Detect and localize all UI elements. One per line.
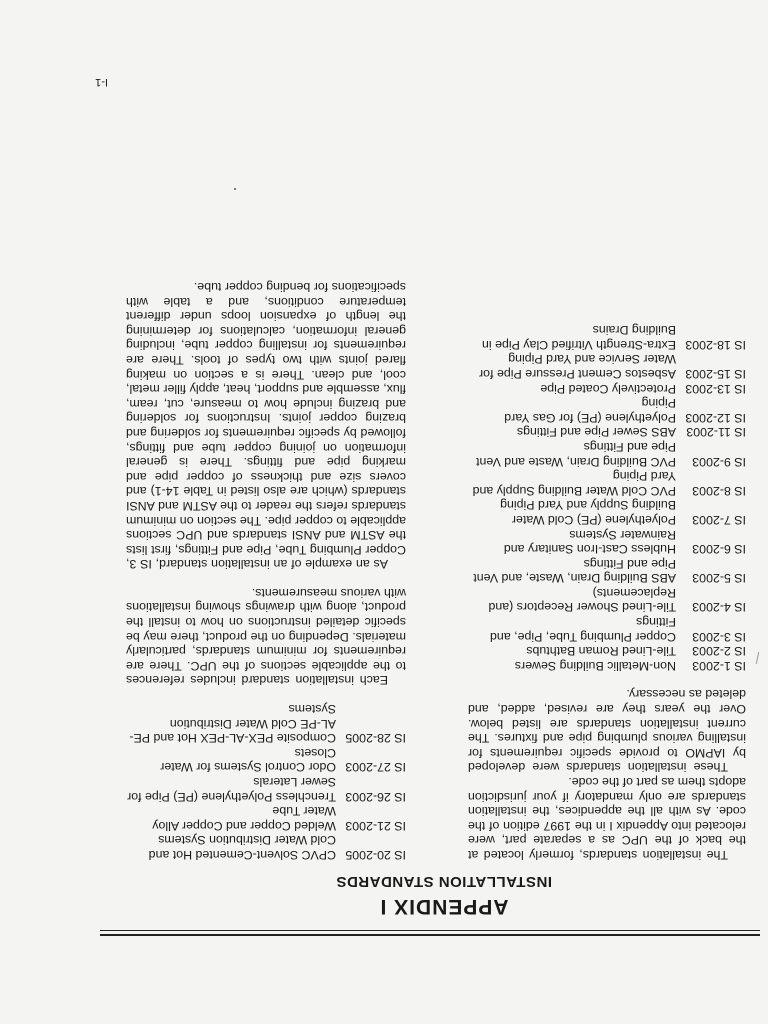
standard-code: IS 21-2003 xyxy=(345,818,406,833)
standard-title: Copper Plumbing Tube, Pipe, and Fittings xyxy=(490,615,676,644)
scan-dot xyxy=(234,188,236,190)
standard-item xyxy=(126,833,406,862)
standard-item xyxy=(468,658,746,673)
standard-title: Extra-Strength Vitrified Clay Pipe in Building Drains xyxy=(482,323,676,352)
standard-item xyxy=(468,352,746,381)
standard-title: Asbestos Cement Pressure Pipe for Water Service and Yard Piping xyxy=(479,352,676,381)
body-paragraph-1: Each installation standard includes references to the applicable sections of the UPC. There are requirements for minimum standards, particularly materials. Depending on the product, there may be specific detailed instructions on how to install the product, along with drawings showing installations with various measurements. xyxy=(126,585,406,688)
standard-item xyxy=(468,498,746,527)
standard-item xyxy=(468,527,746,556)
standard-code: IS 28-2005 xyxy=(345,731,406,746)
standard-title: Protectively Coated Pipe xyxy=(540,381,676,396)
header-rule-thick xyxy=(100,934,760,936)
standard-title: Odor Control Systems for Water Closets xyxy=(160,745,336,775)
standard-title: ABS Building Drain, Waste, and Vent Pipe and Fittings xyxy=(473,556,676,586)
standard-code: IS 2-2003 xyxy=(692,644,746,659)
standard-code: IS 27-2003 xyxy=(345,760,406,775)
standard-title: PVC Cold Water Building Supply and Yard Piping xyxy=(472,469,676,498)
standard-title: ABS Sewer Pipe and Fittings xyxy=(516,425,676,440)
standard-item xyxy=(126,701,406,745)
intro-paragraph-2: These installation standards were developed by IAPMO to provide specific requirements for installing various plumbing pipe and fixtures. The current installation standards are listed below. Over the years they are revised, added, and deleted as necessary. xyxy=(468,687,746,775)
header-rule-thin xyxy=(100,930,760,931)
standard-title: Composite PEX-AL-PEX Hot and PE-AL-PE Cold Water Distribution Systems xyxy=(129,702,336,746)
standard-title: Polyethylene (PE) for Gas Yard Piping xyxy=(504,396,676,425)
standard-item xyxy=(468,425,746,440)
left-column xyxy=(468,323,746,862)
standard-code: IS 15-2003 xyxy=(685,367,746,381)
standard-title: Welded Copper and Copper Alloy Water Tube xyxy=(152,804,336,833)
standards-list-left xyxy=(468,323,746,673)
standard-code: IS 11-2003 xyxy=(686,425,746,440)
standard-item xyxy=(468,396,746,425)
standard-code: IS 26-2003 xyxy=(345,789,406,804)
standard-code: IS 9-2003 xyxy=(692,454,746,469)
standard-item xyxy=(468,615,746,644)
standard-title: Tile-Lined Roman Bathtubs xyxy=(526,644,676,659)
standards-list-right xyxy=(126,701,406,862)
standard-code: IS 13-2003 xyxy=(685,381,746,396)
appendix-title: APPENDIX I xyxy=(379,895,509,918)
standard-item xyxy=(126,745,406,774)
standard-item xyxy=(468,381,746,396)
section-subtitle: INSTALLATION STANDARDS xyxy=(336,873,552,890)
page-number: I-1 xyxy=(95,76,108,88)
standard-code: IS 4-2003 xyxy=(692,600,746,615)
standard-code: IS 18-2003 xyxy=(685,337,746,352)
standard-item xyxy=(468,556,746,585)
standard-title: PVC Building Drain, Waste and Vent Pipe and Fittings xyxy=(476,439,676,469)
body-paragraph-2: As an example of an installation standard, IS 3, Copper Plumbing Tube, Pipe and Fittings, first lists the ASTM and ANSI standards and UPC sections applicable to copper pipe. The section on minimum standards refers the reader to the ASTM and ANSI standards (which are also listed in Table 14-1) and covers size and thickness of copper pipe and marking pipe and fittings. There is general information on joining copper tube and fittings, followed by specific requirements for soldering and brazing copper joints. Instructions for soldering and brazing include how to measure, cut, ream, flux, assemble and support, heat, apply filler metal, cool, and clean. There is a section on making flared joints with two types of tools. There are requirements for installing copper tube, including general information, calculations for determining the length of expansion loops under different temperature conditions, and a table with specifications for bending copper tube. xyxy=(126,280,406,572)
standard-item xyxy=(468,644,746,659)
standard-title: Tile-Lined Shower Receptors (and Replacements) xyxy=(488,585,676,615)
standard-code: IS 3-2003 xyxy=(692,629,746,644)
scan-mark xyxy=(756,652,759,664)
standard-title: Hubless Cast-Iron Sanitary and Rainwater Systems xyxy=(503,527,676,557)
spacer xyxy=(126,687,406,701)
intro-paragraph-1: The installation standards, formerly located at the back of the UPC as a separate part, were relocated into Appendix I in the 1997 edition of the code. As with all the appendices, the installation standards are only mandatory if your jurisdiction adopts them as part of the code. xyxy=(468,775,746,862)
standard-code: IS 8-2003 xyxy=(692,483,746,498)
standard-code: IS 1-2003 xyxy=(692,658,746,673)
standard-item xyxy=(468,323,746,352)
right-column xyxy=(126,279,406,862)
standard-item xyxy=(126,774,406,803)
standard-item xyxy=(468,439,746,468)
spacer xyxy=(468,673,746,687)
standard-code: IS 20-2005 xyxy=(345,848,406,862)
standard-code: IS 5-2003 xyxy=(692,571,746,586)
spacer xyxy=(126,571,406,585)
standard-title: Non-Metallic Building Sewers xyxy=(514,658,676,673)
standard-code: IS 7-2003 xyxy=(692,512,746,527)
standard-title: Polyethylene (PE) Cold Water Building Supply and Yard Piping xyxy=(500,498,676,527)
standard-item xyxy=(126,804,406,833)
standard-item xyxy=(468,585,746,614)
standard-title: Trenchless Polyethylene (PE) Pipe for Sewer Laterals xyxy=(127,775,336,804)
standard-title: CPVC Solvent-Cemented Hot and Cold Water Distribution Systems xyxy=(148,833,336,862)
standard-item xyxy=(468,469,746,498)
standard-code: IS 6-2003 xyxy=(692,542,746,557)
standard-code: IS 12-2003 xyxy=(685,410,746,425)
